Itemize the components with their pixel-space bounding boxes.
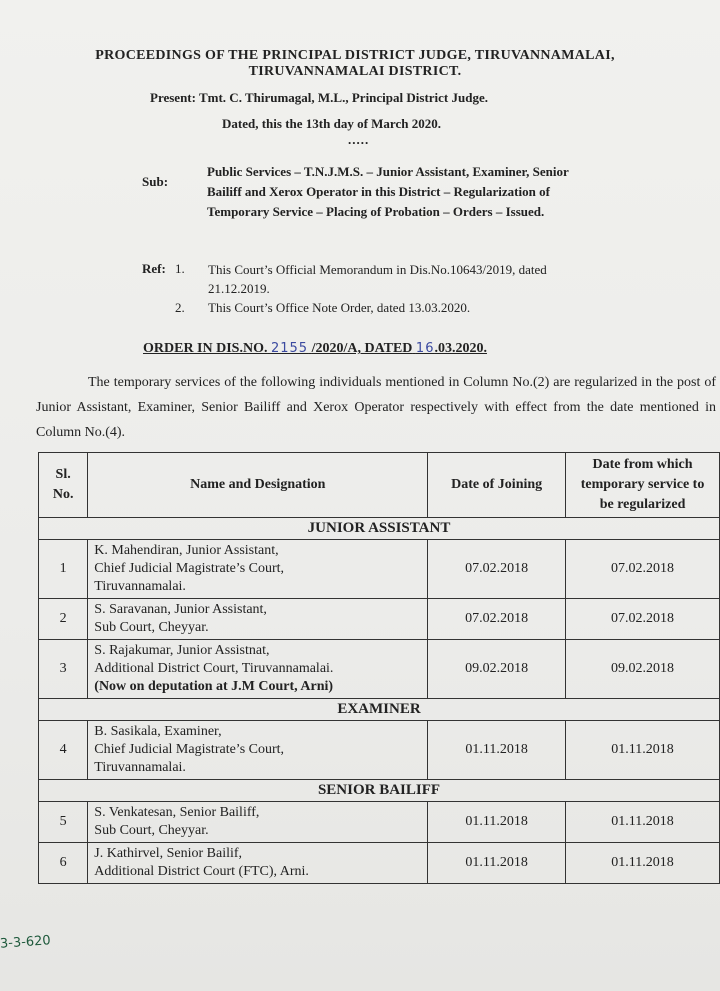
name-line: S. Saravanan, Junior Assistant, [94, 602, 267, 617]
order-prefix: ORDER IN DIS.NO. [143, 341, 268, 356]
cell-sl-no: 2 [39, 599, 88, 640]
section-row [39, 780, 720, 802]
table-row [39, 599, 720, 640]
cell-name-designation [88, 540, 428, 599]
cell-date-regularized: 01.11.2018 [566, 721, 720, 780]
name-line: S. Venkatesan, Senior Bailiff, [94, 805, 260, 820]
regularization-table [38, 452, 720, 884]
header-name-designation: Name and Designation [88, 453, 428, 518]
order-middle: /2020/A, DATED [311, 341, 413, 356]
cell-sl-no: 3 [39, 640, 88, 699]
cell-date-of-joining: 07.02.2018 [428, 540, 566, 599]
order-paragraph [36, 370, 716, 445]
header-line-1: PROCEEDINGS OF THE PRINCIPAL DISTRICT JUDGE, TIRUVANNAMALAI, [95, 48, 615, 63]
reference-number-1: 1. [175, 261, 185, 276]
separator-dots: ..... [348, 132, 370, 147]
name-line: Tiruvannamalai. [94, 760, 186, 775]
name-line: B. Sasikala, Examiner, [94, 724, 222, 739]
name-line: Chief Judicial Magistrate’s Court, [94, 561, 285, 576]
order-heading [143, 341, 487, 357]
cell-date-regularized: 07.02.2018 [566, 540, 720, 599]
cell-sl-no: 5 [39, 802, 88, 843]
reference-label: Ref: [142, 261, 166, 276]
header-sl-no: Sl. No. [39, 453, 88, 518]
reference-text-1: This Court’s Official Memorandum in Dis.No.10643/2019, dated 21.12.2019. [208, 262, 547, 296]
header-line-2: TIRUVANNAMALAI DISTRICT. [248, 64, 462, 79]
cell-name-designation [88, 843, 428, 884]
section-title: EXAMINER [39, 699, 720, 721]
cell-sl-no: 1 [39, 540, 88, 599]
table-row [39, 640, 720, 699]
present-line: Present: Tmt. C. Thirumagal, M.L., Principal District Judge. [150, 90, 488, 105]
section-title: JUNIOR ASSISTANT [39, 518, 720, 540]
order-number-handwritten: 2155 [270, 341, 309, 356]
name-line: Additional District Court (FTC), Arni. [94, 864, 309, 879]
cell-date-regularized: 01.11.2018 [566, 843, 720, 884]
order-day-handwritten: 16 [415, 341, 435, 356]
subject-label: Sub: [142, 174, 169, 189]
cell-date-regularized: 09.02.2018 [566, 640, 720, 699]
cell-date-regularized: 01.11.2018 [566, 802, 720, 843]
reference-number-2: 2. [175, 300, 185, 315]
header-date-of-joining: Date of Joining [428, 453, 566, 518]
name-line: Sub Court, Cheyyar. [94, 823, 209, 838]
margin-handwritten-note: 3-3-620 [0, 933, 52, 952]
deputation-note: (Now on deputation at J.M Court, Arni) [94, 679, 334, 694]
order-suffix: .03.2020. [434, 341, 487, 356]
name-line: Chief Judicial Magistrate’s Court, [94, 742, 285, 757]
section-row [39, 699, 720, 721]
table-row [39, 721, 720, 780]
cell-date-of-joining: 01.11.2018 [428, 802, 566, 843]
table-row [39, 540, 720, 599]
name-line: J. Kathirvel, Senior Bailif, [94, 846, 243, 861]
table-row [39, 843, 720, 884]
name-line: Additional District Court, Tiruvannamalai. [94, 661, 334, 676]
cell-name-designation [88, 721, 428, 780]
table-header-row [39, 453, 720, 518]
section-title: SENIOR BAILIFF [39, 780, 720, 802]
name-line: Sub Court, Cheyyar. [94, 620, 209, 635]
dated-line: Dated, this the 13th day of March 2020. [222, 116, 441, 131]
table-row [39, 802, 720, 843]
table-body [39, 518, 720, 884]
cell-date-of-joining: 09.02.2018 [428, 640, 566, 699]
name-line: K. Mahendiran, Junior Assistant, [94, 543, 279, 558]
order-paragraph-text: The temporary services of the following individuals mentioned in Column No.(2) are regularized in the post of Junior Assistant, Examiner, Senior Bailiff and Xerox Operator respectively with effect from the date mentioned in Column No.(4). [36, 375, 716, 440]
reference-text-2: This Court’s Office Note Order, dated 13.03.2020. [208, 300, 471, 315]
cell-sl-no: 4 [39, 721, 88, 780]
cell-date-regularized: 07.02.2018 [566, 599, 720, 640]
cell-name-designation [88, 640, 428, 699]
section-row [39, 518, 720, 540]
cell-sl-no: 6 [39, 843, 88, 884]
cell-date-of-joining: 01.11.2018 [428, 721, 566, 780]
name-line: S. Rajakumar, Junior Assistnat, [94, 643, 270, 658]
header-date-regularized: Date from which temporary service to be regularized [566, 453, 720, 518]
cell-name-designation [88, 599, 428, 640]
cell-date-of-joining: 01.11.2018 [428, 843, 566, 884]
subject-text: Public Services – T.N.J.M.S. – Junior Assistant, Examiner, Senior Bailiff and Xerox Operator in this District – Regularization of Temporary Service – Placing of Probation – Orders – Issued. [207, 164, 569, 219]
cell-name-designation [88, 802, 428, 843]
name-line: Tiruvannamalai. [94, 579, 186, 594]
cell-date-of-joining: 07.02.2018 [428, 599, 566, 640]
